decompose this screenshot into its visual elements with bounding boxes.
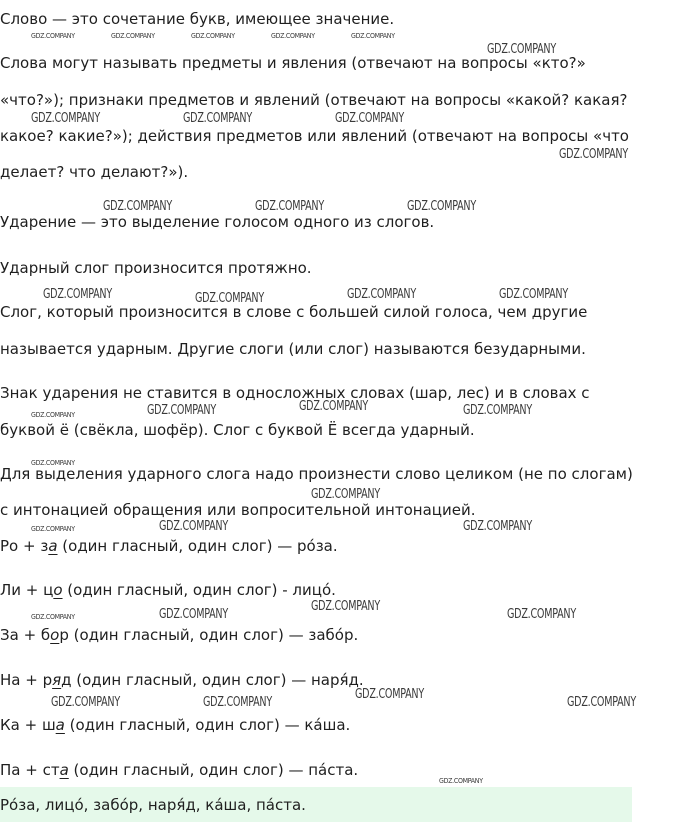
text-line: «что?»); признаки предметов и явлений (отвечают на вопросы «какой? какая?: [0, 91, 628, 109]
watermark: GDZ.COMPANY: [487, 42, 556, 57]
watermark: GDZ.COMPANY: [299, 399, 368, 414]
example-line: За + бор (один гласный, один слог) — забо́р.: [0, 626, 359, 644]
watermark: GDZ.COMPANY: [159, 607, 228, 622]
watermark: GDZ.COMPANY: [31, 613, 75, 621]
watermark: GDZ.COMPANY: [499, 287, 568, 302]
watermark: GDZ.COMPANY: [355, 687, 424, 702]
watermark: GDZ.COMPANY: [147, 403, 216, 418]
text-line: Ударный слог произносится протяжно.: [0, 259, 312, 277]
watermark: GDZ.COMPANY: [311, 487, 380, 502]
text-line: Знак ударения не ставится в односложных словах (шар, лес) и в словах с: [0, 384, 590, 402]
watermark: GDZ.COMPANY: [183, 111, 252, 126]
stressed-vowel: а: [55, 716, 65, 734]
text-line: Слова могут называть предметы и явления (отвечают на вопросы «кто?»: [0, 54, 586, 72]
watermark: GDZ.COMPANY: [335, 111, 404, 126]
watermark: GDZ.COMPANY: [43, 287, 112, 302]
watermark: GDZ.COMPANY: [103, 199, 172, 214]
text-line: делает? что делают?»).: [0, 163, 189, 181]
text-line: буквой ё (свёкла, шофёр). Слог с буквой Ё всегда ударный.: [0, 421, 475, 439]
watermark: GDZ.COMPANY: [159, 519, 228, 534]
watermark: GDZ.COMPANY: [31, 459, 75, 467]
text-line: Слово — это сочетание букв, имеющее значение.: [0, 10, 395, 28]
stressed-vowel: я: [52, 671, 62, 689]
stressed-vowel: о: [50, 626, 60, 644]
watermark: GDZ.COMPANY: [463, 519, 532, 534]
stressed-vowel: о: [53, 581, 63, 599]
example-line: Ли + цо (один гласный, один слог) - лицо́.: [0, 581, 336, 599]
watermark: GDZ.COMPANY: [559, 147, 628, 162]
text-line: Ударение — это выделение голосом одного из слогов.: [0, 213, 435, 231]
example-line: Ро + за (один гласный, один слог) — ро́за.: [0, 537, 338, 555]
watermark: GDZ.COMPANY: [567, 695, 636, 710]
watermark: GDZ.COMPANY: [311, 599, 380, 614]
watermark: GDZ.COMPANY: [271, 32, 315, 40]
answer-line: Ро́за, лицо́, забо́р, наря́д, ка́ша, па́ста.: [0, 796, 306, 814]
watermark: GDZ.COMPANY: [111, 32, 155, 40]
example-line: Ка + ша (один гласный, один слог) — ка́ша.: [0, 716, 351, 734]
text-line: Для выделения ударного слога надо произнести слово целиком (не по слогам): [0, 465, 633, 483]
watermark: GDZ.COMPANY: [31, 32, 75, 40]
watermark: GDZ.COMPANY: [439, 777, 483, 785]
watermark: GDZ.COMPANY: [51, 695, 120, 710]
watermark: GDZ.COMPANY: [347, 287, 416, 302]
watermark: GDZ.COMPANY: [351, 32, 395, 40]
example-line: Па + ста (один гласный, один слог) — па́ста.: [0, 761, 359, 779]
watermark: GDZ.COMPANY: [191, 32, 235, 40]
watermark: GDZ.COMPANY: [31, 411, 75, 419]
watermark: GDZ.COMPANY: [31, 525, 75, 533]
watermark: GDZ.COMPANY: [31, 111, 100, 126]
text-line: Слог, который произносится в слове с большей силой голоса, чем другие: [0, 303, 588, 321]
stressed-vowel: а: [48, 537, 58, 555]
watermark: GDZ.COMPANY: [407, 199, 476, 214]
watermark: GDZ.COMPANY: [255, 199, 324, 214]
text-line: называется ударным. Другие слоги (или слог) называются безударными.: [0, 340, 586, 358]
stressed-vowel: а: [59, 761, 69, 779]
watermark: GDZ.COMPANY: [203, 695, 272, 710]
example-line: На + ряд (один гласный, один слог) — наря́д.: [0, 671, 364, 689]
watermark: GDZ.COMPANY: [507, 607, 576, 622]
watermark: GDZ.COMPANY: [195, 291, 264, 306]
watermark: GDZ.COMPANY: [463, 403, 532, 418]
text-line: какое? какие?»); действия предметов или явлений (отвечают на вопросы «что: [0, 127, 629, 145]
text-line: с интонацией обращения или вопросительной интонацией.: [0, 501, 476, 519]
